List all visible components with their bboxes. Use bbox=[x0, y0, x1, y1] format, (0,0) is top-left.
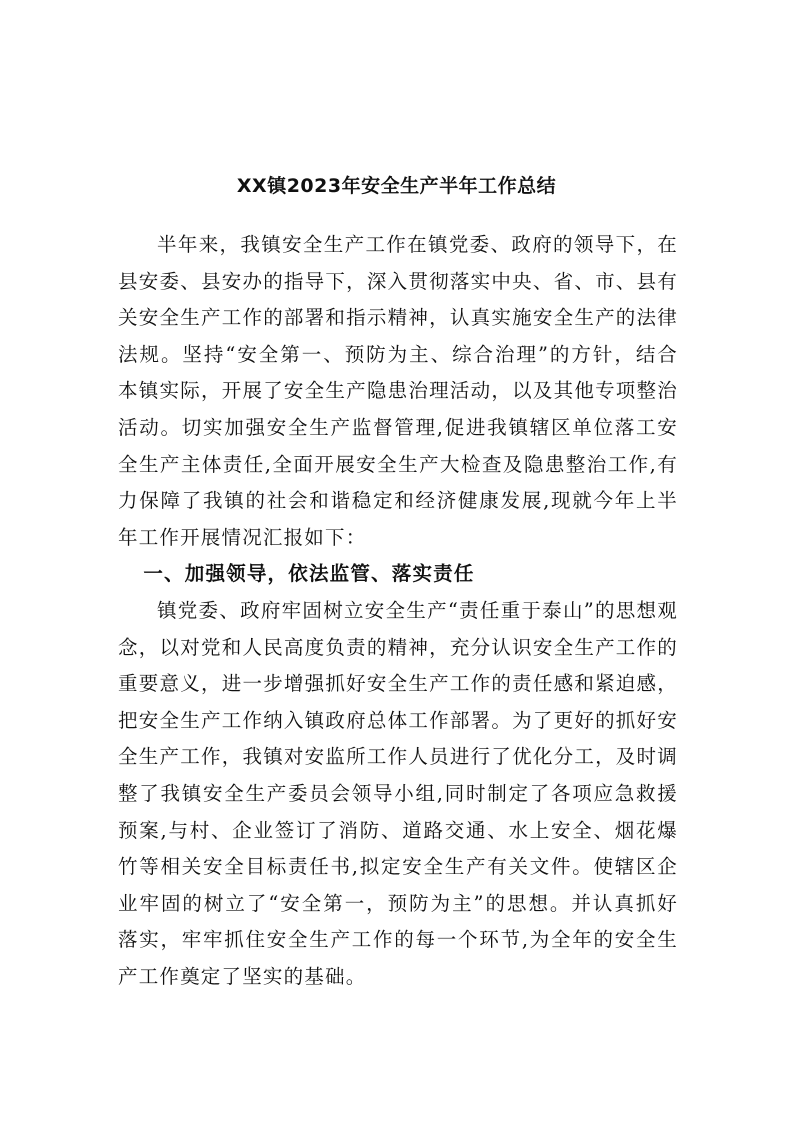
document-body bbox=[118, 227, 678, 995]
section-paragraph: 镇党委、政府牢固树立安全生产“责任重于泰山”的思想观念，以对党和人民高度负责的精神，充分认识安全生产工作的重要意义，进一步增强抓好安全生产工作的责任感和紧迫感，把安全生产工作纳入镇政府总体工作部署。为了更好的抓好安全生产工作，我镇对安监所工作人员进行了优化分工，及时调整了我镇安全生产委员会领导小组,同时制定了各项应急救援预案,与村、企业签订了消防、道路交通、水上安全、烟花爆竹等相关安全目标责任书,拟定安全生产有关文件。使辖区企业牢固的树立了“安全第一，预防为主”的思想。并认真抓好落实，牢牢抓住安全生产工作的每一个环节,为全年的安全生产工作奠定了坚实的基础。 bbox=[118, 598, 678, 988]
section-heading: 一、加强领导，依法监管、落实责任 bbox=[143, 562, 475, 586]
intro-paragraph: 半年来，我镇安全生产工作在镇党委、政府的领导下，在县安委、县安办的指导下，深入贯彻落实中央、省、市、县有关安全生产工作的部署和指示精神，认真实施安全生产的法律法规。坚持“安全第一、预防为主、综合治理”的方针，结合本镇实际，开展了安全生产隐患治理活动，以及其他专项整治活动。切实加强安全生产监督管理,促进我镇辖区单位落工安全生产主体责任,全面开展安全生产大检查及隐患整治工作,有力保障了我镇的社会和谐稳定和经济健康发展,现就今年上半年工作开展情况汇报如下： bbox=[118, 233, 678, 549]
document-title: XX镇2023年安全生产半年工作总结 bbox=[236, 175, 557, 197]
